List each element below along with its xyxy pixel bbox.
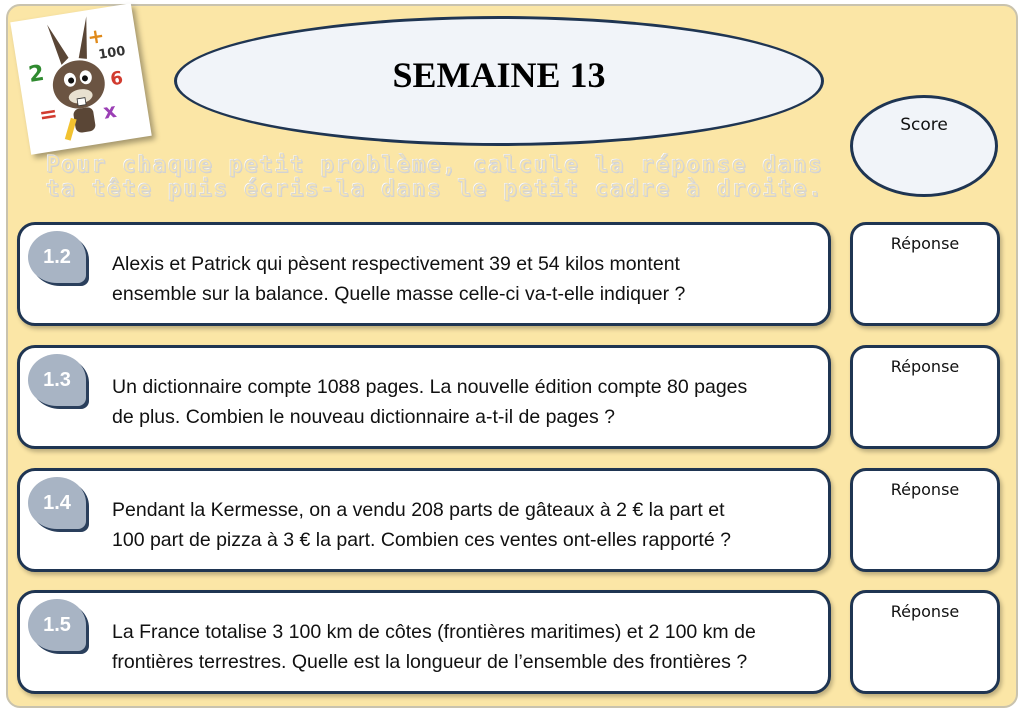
problem-text-line-2: de plus. Combien le nouveau dictionnaire a-t-il de pages ? (112, 406, 615, 428)
problem-text-line-1: La France totalise 3 100 km de côtes (frontières maritimes) et 2 100 km de (112, 621, 756, 643)
instructions-line-2: ta tête puis écris-la dans le petit cadre à droite. (46, 177, 824, 202)
problem-text (112, 495, 822, 555)
answer-box-1-3[interactable] (850, 345, 1000, 449)
answer-label: Réponse (890, 234, 960, 253)
problem-number-badge (28, 599, 86, 651)
logo-glyph-plus: + (85, 22, 107, 50)
problem-number-badge (28, 354, 86, 406)
problem-text-line-2: frontières terrestres. Quelle est la longueur de l’ensemble des frontières ? (112, 651, 748, 673)
problem-number: 1.4 (43, 491, 71, 514)
logo-glyph-6: 6 (108, 67, 125, 91)
logo-glyph-equals: = (37, 101, 60, 129)
answer-box-1-4[interactable] (850, 468, 1000, 572)
problem-card-1-5 (17, 590, 831, 694)
problem-text (112, 372, 822, 432)
instructions-line-1: Pour chaque petit problème, calcule la réponse dans (46, 153, 824, 178)
problem-card-1-3 (17, 345, 831, 449)
problem-text-line-2: ensemble sur la balance. Quelle masse celle-ci va-t-elle indiquer ? (112, 283, 686, 305)
problem-number: 1.3 (43, 368, 71, 391)
answer-label: Réponse (890, 357, 960, 376)
problem-number: 1.2 (43, 245, 71, 268)
problem-text-line-1: Pendant la Kermesse, on a vendu 208 parts de gâteaux à 2 € la part et (112, 499, 725, 521)
page-title: SEMAINE 13 (392, 55, 606, 95)
score-label: Score (900, 115, 948, 135)
instructions (40, 154, 830, 202)
answer-box-1-2[interactable] (850, 222, 1000, 326)
problem-text (112, 249, 822, 309)
problem-number-badge (28, 231, 86, 283)
problem-number-badge (28, 477, 86, 529)
problem-number: 1.5 (43, 613, 71, 636)
logo-glyph-times: x (101, 98, 119, 124)
title-banner (174, 16, 824, 146)
answer-label: Réponse (890, 480, 960, 499)
problem-text-line-1: Un dictionnaire compte 1088 pages. La nouvelle édition compte 80 pages (112, 376, 748, 398)
logo-glyph-100: 100 (97, 43, 127, 63)
score-box[interactable] (850, 95, 998, 197)
problem-text-line-1: Alexis et Patrick qui pèsent respectivement 39 et 54 kilos montent (112, 253, 680, 275)
problem-text (112, 617, 822, 677)
problem-card-1-2 (17, 222, 831, 326)
problem-card-1-4 (17, 468, 831, 572)
answer-box-1-5[interactable] (850, 590, 1000, 694)
answer-label: Réponse (890, 602, 960, 621)
logo-glyph-2: 2 (26, 60, 46, 88)
rabbit-math-icon (10, 3, 151, 154)
problem-text-line-2: 100 part de pizza à 3 € la part. Combien ces ventes ont-elles rapporté ? (112, 529, 731, 551)
